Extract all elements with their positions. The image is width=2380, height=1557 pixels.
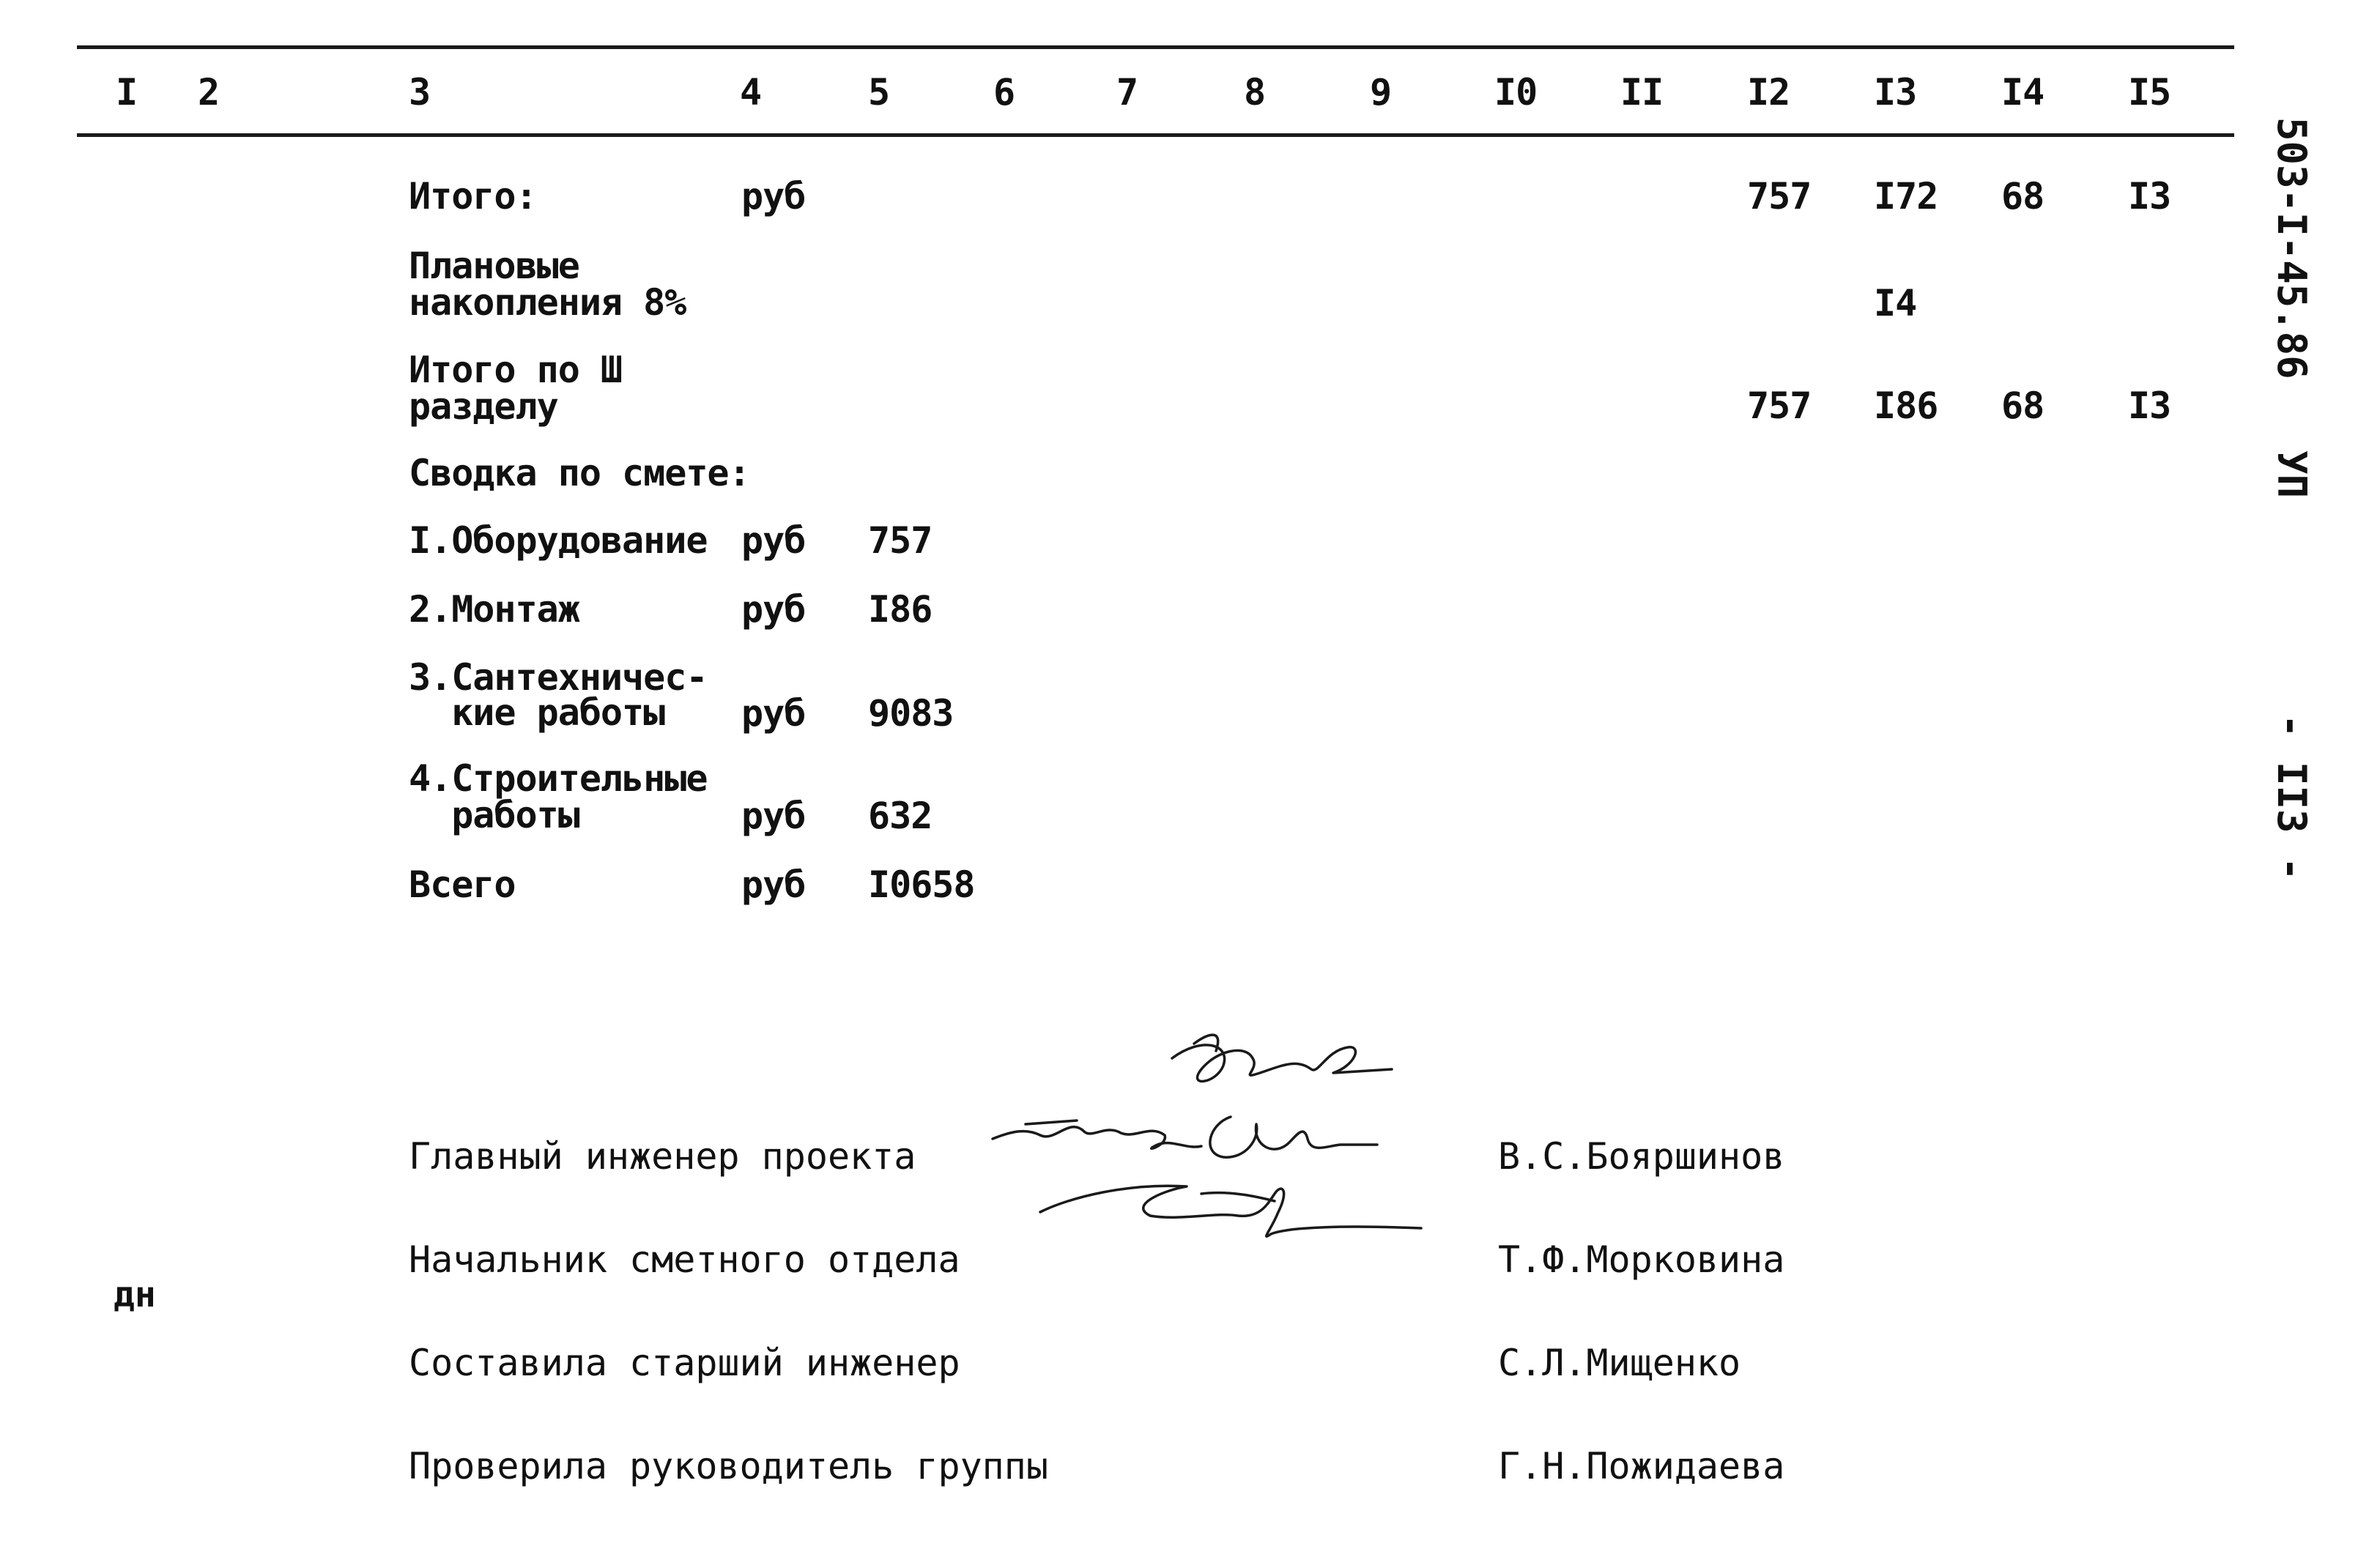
column-header-5: 5 bbox=[868, 71, 890, 114]
column-header-14: I4 bbox=[2001, 71, 2044, 114]
row-montazh-value: I86 bbox=[868, 588, 933, 631]
handwritten-signatures bbox=[982, 1029, 1450, 1241]
row-vsego-value: I0658 bbox=[868, 863, 975, 906]
row-santeh-label-line2: кие работы bbox=[409, 691, 665, 734]
column-header-13: I3 bbox=[1874, 71, 1917, 114]
header-top-rule bbox=[77, 45, 2234, 49]
column-header-3: 3 bbox=[409, 71, 431, 114]
signature-role-senior-engineer: Составила старший инженер bbox=[409, 1342, 960, 1384]
row-vsego-unit: руб bbox=[741, 863, 806, 906]
column-header-6: 6 bbox=[993, 71, 1015, 114]
page-number-label: - II3 - bbox=[2269, 714, 2315, 881]
row-stroit-value: 632 bbox=[868, 795, 933, 837]
row-montazh-label: 2.Монтаж bbox=[409, 588, 579, 631]
signature-name-2: Т.Ф.Морковина bbox=[1498, 1238, 1785, 1281]
column-header-8: 8 bbox=[1244, 71, 1266, 114]
header-bottom-rule bbox=[77, 133, 2234, 137]
column-header-7: 7 bbox=[1116, 71, 1138, 114]
footer-mark: дн bbox=[114, 1274, 156, 1315]
row-santeh-label-line1: 3.Сантехничес- bbox=[409, 656, 708, 699]
row-oborudovanie-label: I.Оборудование bbox=[409, 519, 708, 562]
row-itogo-razdel-col12: 757 bbox=[1747, 384, 1812, 427]
column-header-4: 4 bbox=[740, 71, 762, 114]
row-santeh-unit: руб bbox=[741, 692, 806, 735]
row-stroit-unit: руб bbox=[741, 795, 806, 837]
row-itogo-razdel-col15: I3 bbox=[2128, 384, 2171, 427]
row-planovye-col13: I4 bbox=[1874, 282, 1917, 324]
row-itogo-razdel-label-line2: разделу bbox=[409, 385, 558, 428]
column-header-9: 9 bbox=[1370, 71, 1392, 114]
document-code-label: 503-I-45.86 УП bbox=[2269, 117, 2315, 499]
column-header-15: I5 bbox=[2128, 71, 2171, 114]
column-header-10: I0 bbox=[1494, 71, 1538, 114]
signature-roles bbox=[409, 1071, 1048, 1553]
row-santeh-value: 9083 bbox=[868, 692, 954, 735]
signature-name-1: В.С.Бояршинов bbox=[1498, 1135, 1785, 1178]
signature-name-4: Г.Н.Пожидаева bbox=[1498, 1445, 1785, 1487]
row-itogo-col13: I72 bbox=[1874, 175, 1938, 218]
signature-names bbox=[1498, 1071, 1784, 1553]
row-svodka-label: Сводка по смете: bbox=[409, 452, 750, 494]
signature-role-chief-engineer: Главный инженер проекта bbox=[409, 1135, 916, 1178]
row-planovye-label-line2: накопления 8% bbox=[409, 281, 686, 324]
row-montazh-unit: руб bbox=[741, 588, 806, 631]
column-header-11: II bbox=[1620, 71, 1664, 114]
row-stroit-label-line1: 4.Строительные bbox=[409, 757, 708, 800]
column-header-2: 2 bbox=[198, 71, 220, 114]
row-itogo-razdel-col13: I86 bbox=[1874, 384, 1938, 427]
row-itogo-label: Итого: bbox=[409, 175, 537, 218]
column-header-1: I bbox=[116, 71, 138, 114]
row-oborudovanie-unit: руб bbox=[741, 519, 806, 562]
signature-role-group-leader: Проверила руководитель группы bbox=[409, 1445, 1048, 1487]
row-itogo-col14: 68 bbox=[2001, 175, 2044, 218]
row-oborudovanie-value: 757 bbox=[868, 519, 933, 562]
signature-name-3: С.Л.Мищенко bbox=[1498, 1342, 1741, 1384]
row-vsego-label: Всего bbox=[409, 863, 516, 906]
row-itogo-col15: I3 bbox=[2128, 175, 2171, 218]
row-planovye-label-line1: Плановые bbox=[409, 245, 579, 287]
row-itogo-unit: руб bbox=[741, 175, 806, 218]
signature-role-estimate-head: Начальник сметного отдела bbox=[409, 1238, 960, 1281]
row-itogo-razdel-label-line1: Итого по Ш bbox=[409, 349, 623, 391]
row-itogo-razdel-col14: 68 bbox=[2001, 384, 2044, 427]
row-stroit-label-line2: работы bbox=[409, 794, 579, 836]
row-itogo-col12: 757 bbox=[1747, 175, 1812, 218]
column-header-12: I2 bbox=[1747, 71, 1790, 114]
